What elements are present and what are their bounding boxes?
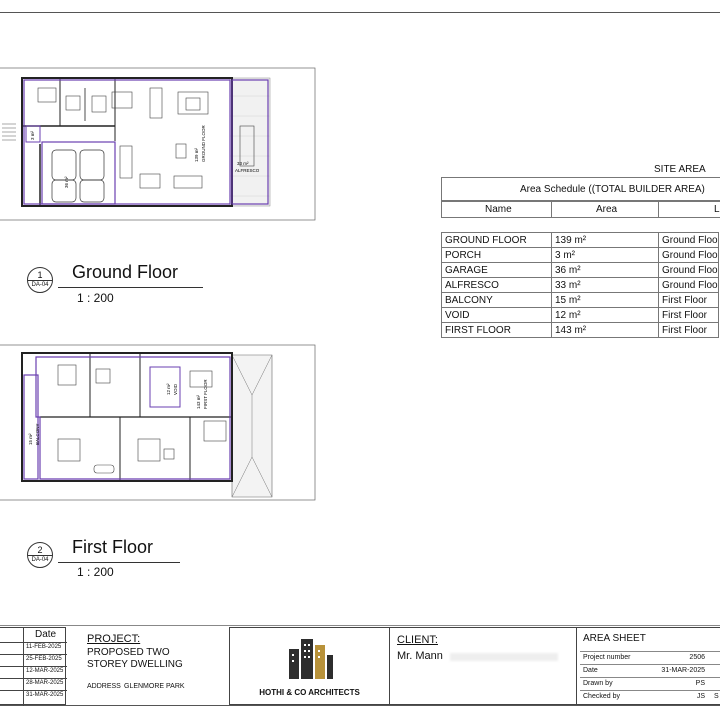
schedule-col-area: Area <box>596 204 618 215</box>
view-reference-bubble-1: 1 DA-04 <box>27 267 53 293</box>
sheet-info-value: PS <box>695 680 705 687</box>
garage-area-label: 36 m² <box>64 176 69 188</box>
view-title-underline <box>58 562 180 563</box>
first-floor-area-label: 143 m² <box>196 394 201 409</box>
sheet-border-bottom <box>0 705 720 706</box>
balcony-name-label: BALCONY <box>35 423 40 445</box>
schedule-row <box>442 278 719 293</box>
view-title-ground-floor: Ground Floor <box>72 262 179 282</box>
project-line-1: PROPOSED TWO <box>87 647 170 658</box>
revision-date-header: Date <box>35 629 57 640</box>
revision-table <box>0 627 66 705</box>
view-reference-bubble-2: 2 DA-04 <box>27 542 53 568</box>
view-title-underline <box>58 287 203 288</box>
view-scale-first-floor: 1 : 200 <box>77 565 114 579</box>
sheet-info-row-line <box>580 651 720 652</box>
ground-floor-name-label: GROUND FLOOR <box>201 125 206 162</box>
schedule-col-level: L <box>714 204 720 215</box>
revision-date: 28-MAR-2025 <box>26 680 64 686</box>
balcony-area-label: 15 m² <box>28 433 33 445</box>
sheet-title: AREA SHEET <box>583 633 646 644</box>
void-name-label: VOID <box>173 383 178 395</box>
sheet-border-top <box>0 12 720 13</box>
sheet-info-label: Checked by <box>583 693 620 700</box>
schedule-cell-name: GARAGE <box>442 263 552 278</box>
ground-floor-plan <box>0 66 320 226</box>
revision-date: 12-MAR-2025 <box>26 668 64 674</box>
schedule-row <box>442 248 719 263</box>
schedule-cell-area: 15 m² <box>552 293 659 308</box>
alfresco-area-label: 33 m² <box>237 161 249 166</box>
alfresco-name-label: ALFRESCO <box>235 168 260 173</box>
schedule-header-row <box>441 201 720 218</box>
schedule-cell-name: PORCH <box>442 248 552 263</box>
sheet-info-value: 2506 <box>689 654 705 661</box>
schedule-cell-area: 33 m² <box>552 278 659 293</box>
first-floor-plan <box>0 345 320 505</box>
project-line-2: STOREY DWELLING <box>87 659 183 670</box>
revision-row-line <box>0 678 67 679</box>
revision-row-line <box>0 654 67 655</box>
schedule-row <box>442 293 719 308</box>
schedule-cell-area: 36 m² <box>552 263 659 278</box>
view-title-first-floor: First Floor <box>72 537 153 557</box>
first-floor-name-label: FIRST FLOOR <box>203 379 208 409</box>
schedule-row <box>442 308 719 323</box>
schedule-cell-level: First Floor <box>659 323 719 338</box>
schedule-header-divider <box>658 201 659 218</box>
schedule-cell-level: First Floor <box>659 308 719 323</box>
schedule-title: Area Schedule ((TOTAL BUILDER AREA) <box>520 184 705 195</box>
sheet-info-label: Drawn by <box>583 680 613 687</box>
sheet-info-row-line <box>580 664 720 665</box>
schedule-cell-level: First Floor <box>659 293 719 308</box>
schedule-cell-area: 12 m² <box>552 308 659 323</box>
project-label: PROJECT: <box>87 633 141 645</box>
sheet-edge-letter: S <box>714 693 719 700</box>
schedule-cell-level: Ground Floo <box>659 263 719 278</box>
client-name: Mr. Mann <box>397 650 443 662</box>
schedule-header-divider <box>551 201 552 218</box>
sheet-info-row-line <box>580 677 720 678</box>
schedule-cell-name: BALCONY <box>442 293 552 308</box>
revision-row-line <box>0 642 67 643</box>
schedule-cell-area: 143 m² <box>552 323 659 338</box>
schedule-cell-name: GROUND FLOOR <box>442 233 552 248</box>
client-label: CLIENT: <box>397 634 438 646</box>
area-schedule-table <box>441 232 719 338</box>
sheet-info-value: 31-MAR-2025 <box>661 667 705 674</box>
schedule-cell-area: 3 m² <box>552 248 659 263</box>
schedule-cell-area: 139 m² <box>552 233 659 248</box>
firm-name: HOTHI & CO ARCHITECTS <box>259 688 360 697</box>
schedule-row <box>442 263 719 278</box>
schedule-row <box>442 323 719 338</box>
revision-row-line <box>0 666 67 667</box>
schedule-title-box <box>441 177 720 201</box>
void-area-label: 12 m² <box>166 383 171 395</box>
address-value: GLENMORE PARK <box>124 683 185 690</box>
redacted-text <box>450 653 558 661</box>
titleblock-top-line <box>0 625 720 626</box>
schedule-cell-name: VOID <box>442 308 552 323</box>
site-area-title: SITE AREA <box>654 164 706 175</box>
sheet-info-value: JS <box>696 693 705 700</box>
schedule-cell-level: Ground Floo <box>659 248 719 263</box>
porch-area-label: 3 m² <box>30 131 35 140</box>
schedule-cell-name: ALFRESCO <box>442 278 552 293</box>
sheet-info-row-line <box>580 690 720 691</box>
sheet-info-label: Date <box>583 667 598 674</box>
revision-date: 25-FEB-2025 <box>26 656 62 662</box>
view-scale-ground-floor: 1 : 200 <box>77 291 114 305</box>
schedule-cell-name: FIRST FLOOR <box>442 323 552 338</box>
revision-divider <box>23 628 24 706</box>
revision-row-line <box>0 690 67 691</box>
firm-logo-box <box>229 627 390 705</box>
sheet-info-label: Project number <box>583 654 631 661</box>
schedule-cell-level: Ground Floo <box>659 278 719 293</box>
revision-date: 11-FEB-2025 <box>26 644 62 650</box>
schedule-col-name: Name <box>485 204 512 215</box>
building-logo-icon <box>285 635 335 679</box>
ground-floor-area-label: 139 m² <box>194 147 199 162</box>
schedule-row <box>442 233 719 248</box>
schedule-cell-level: Ground Floo <box>659 233 719 248</box>
revision-date: 31-MAR-2025 <box>26 692 64 698</box>
address-label: ADDRESS <box>87 683 121 690</box>
